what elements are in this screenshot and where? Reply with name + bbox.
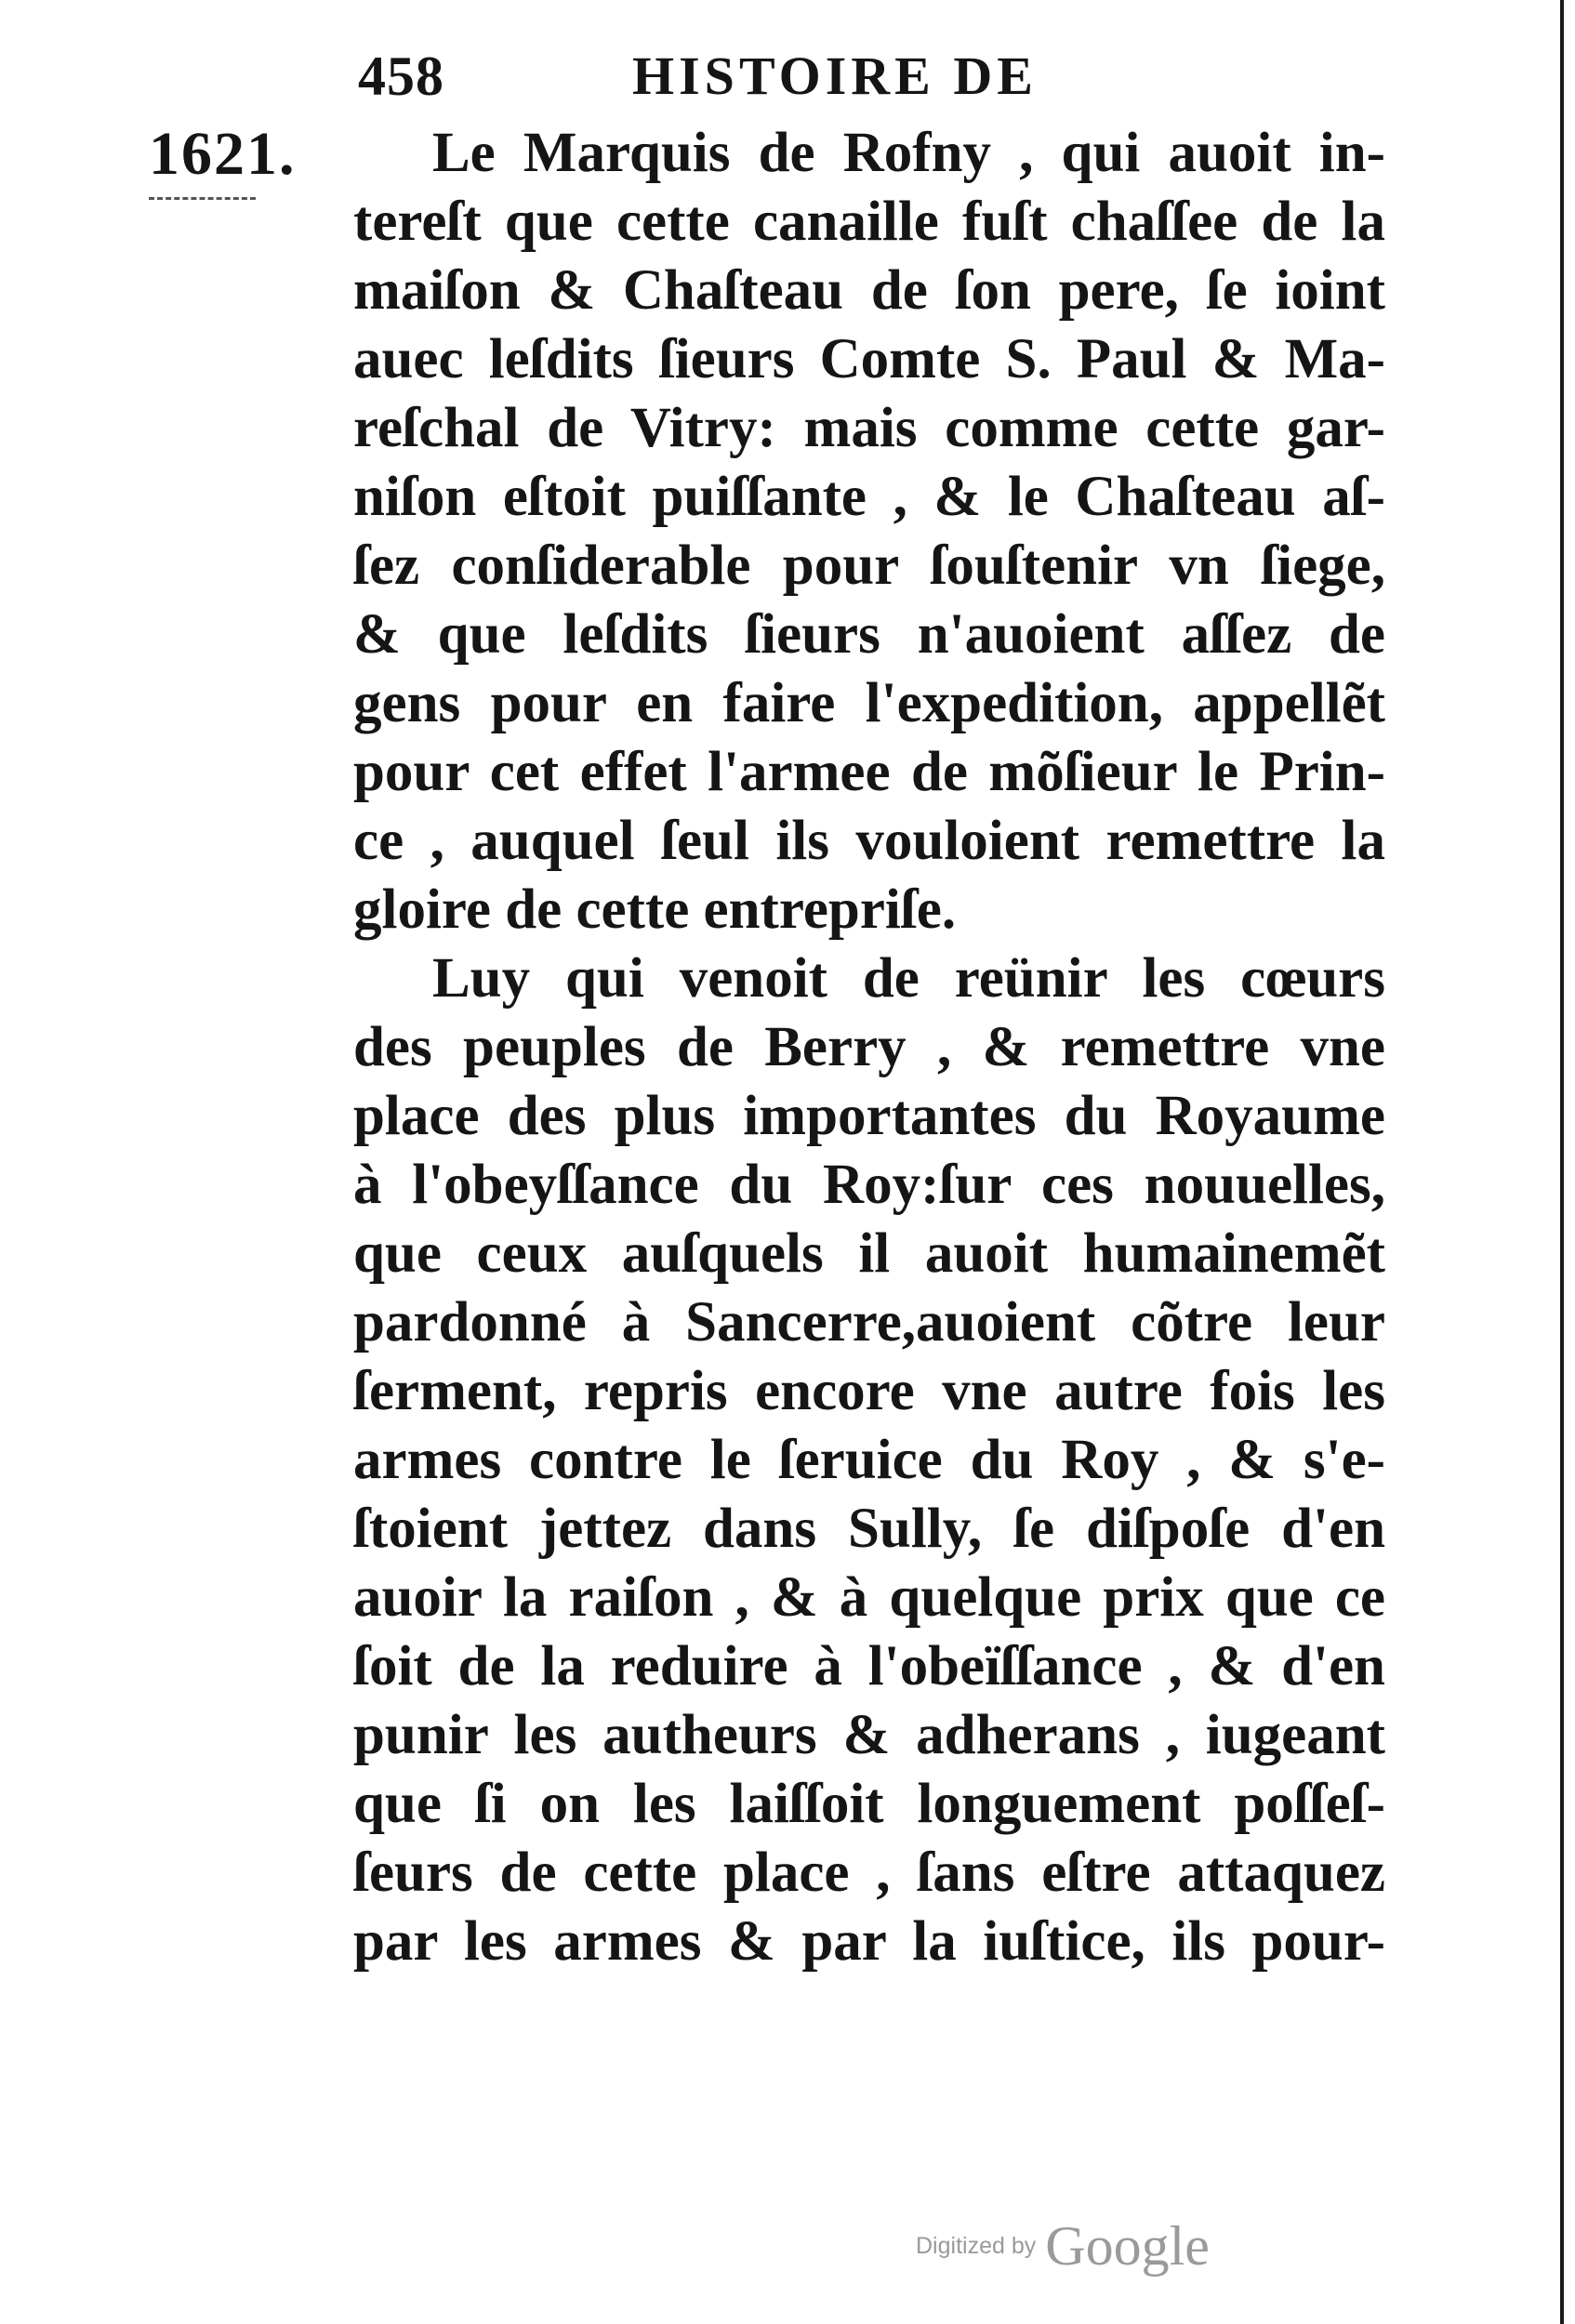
- text-line: ſtoient jettez dans Sully, ſe diſpoſe d'en: [353, 1498, 1385, 1560]
- text-line: à l'obeyſſance du Roy:ſur ces nouuelles,: [353, 1154, 1385, 1216]
- text-line: ſoit de la reduire à l'obeïſſance , & d'en: [353, 1635, 1385, 1697]
- paragraph-1: [353, 119, 1385, 944]
- text-line: pour cet effet l'armee de mõſieur le Prin-: [353, 741, 1385, 803]
- text-line: Luy qui venoit de reünir les cœurs: [432, 947, 1385, 1010]
- page-edge-rule: [1560, 0, 1564, 2324]
- running-header: [358, 45, 1176, 110]
- text-line: auec leſdits ſieurs Comte S. Paul & Ma-: [353, 328, 1385, 390]
- paragraph-2: [353, 944, 1385, 1976]
- text-line: place des plus importantes du Royaume: [353, 1085, 1385, 1147]
- text-line: que ſi on les laiſſoit longuement poſſeſ-: [353, 1773, 1385, 1835]
- text-line: reſchal de Vitry: mais comme cette gar-: [353, 397, 1385, 459]
- text-line: par les armes & par la iuſtice, ils pour-: [353, 1910, 1385, 1973]
- text-line: gloire de cette entrepriſe.: [353, 878, 957, 941]
- text-line: gens pour en faire l'expedition, appellẽt: [353, 672, 1385, 734]
- margin-divider: [149, 197, 256, 200]
- running-title: HISTOIRE DE: [632, 46, 1038, 106]
- text-line: armes contre le ſeruice du Roy , & s'e-: [353, 1429, 1385, 1491]
- text-line: Le Marquis de Rofny , qui auoit in-: [432, 122, 1385, 184]
- text-line: des peuples de Berry , & remettre vne: [353, 1016, 1385, 1078]
- text-line: maiſon & Chaſteau de ſon pere, ſe ioint: [353, 259, 1385, 322]
- body-text: [353, 119, 1385, 1976]
- margin-year: 1621.: [149, 120, 297, 188]
- text-line: niſon eſtoit puiſſante , & le Chaſteau aſ-: [353, 466, 1385, 528]
- page-number: 458: [358, 46, 444, 107]
- text-line: pardonné à Sancerre,auoient cõtre leur: [353, 1291, 1385, 1353]
- watermark-prefix: Digitized by: [916, 2233, 1037, 2259]
- text-line: ce , auquel ſeul ils vouloient remettre la: [353, 810, 1385, 872]
- text-line: ſeurs de cette place , ſans eſtre attaquez: [353, 1842, 1385, 1904]
- google-logo: Google: [1045, 2215, 1210, 2277]
- text-line: & que leſdits ſieurs n'auoient aſſez de: [353, 603, 1385, 666]
- text-line: que ceux auſquels il auoit humainemẽt: [353, 1222, 1385, 1285]
- text-line: ſerment, repris encore vne autre fois les: [353, 1360, 1385, 1422]
- text-line: tereſt que cette canaille fuſt chaſſee de la: [353, 191, 1385, 253]
- digitization-watermark: [916, 2214, 1210, 2278]
- text-line: auoir la raiſon , & à quelque prix que ce: [353, 1566, 1385, 1629]
- text-line: ſez conſiderable pour ſouſtenir vn ſiege,: [353, 535, 1385, 597]
- text-line: punir les autheurs & adherans , iugeant: [353, 1704, 1385, 1766]
